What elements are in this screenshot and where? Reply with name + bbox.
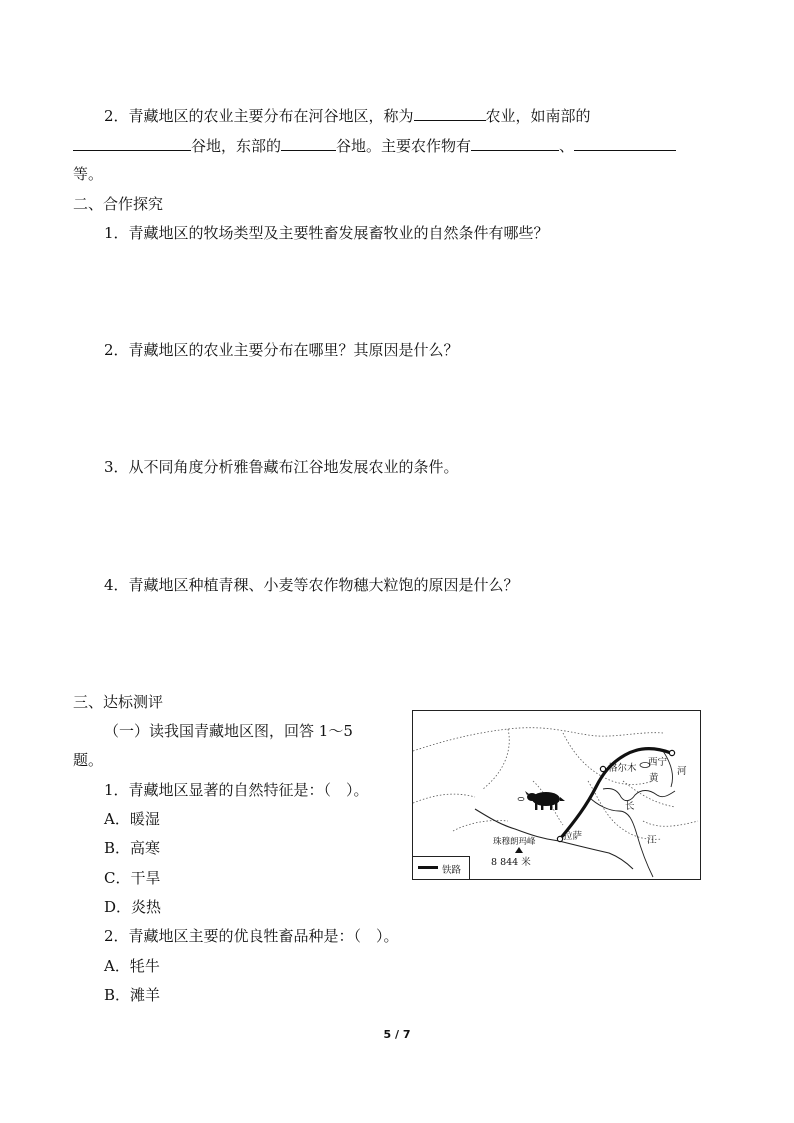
label-everest-height: 8 844 米	[491, 857, 531, 868]
section2-question-1: 1．青藏地区的牧场类型及主要牲畜发展畜牧业的自然条件有哪些？	[104, 224, 549, 242]
section2-question-3: 3．从不同角度分析雅鲁藏布江谷地发展农业的条件。	[104, 458, 459, 476]
section3-question-2: 2．青藏地区主要的优良牲畜品种是：（ ）。	[104, 927, 399, 945]
yak-icon	[525, 791, 565, 810]
q2-fill-line3: 等。	[73, 165, 104, 183]
yangtze-river	[589, 797, 653, 877]
label-lhasa: 拉萨	[563, 831, 583, 842]
map-drawing	[413, 711, 700, 879]
section3-intro-line2: 题。	[73, 751, 104, 769]
q1-option-c: C．干旱	[104, 869, 161, 887]
qinghai-tibet-map	[412, 710, 701, 880]
label-xining: 西宁	[648, 757, 668, 768]
q1-option-b: B．高寒	[104, 839, 161, 857]
section2-question-2: 2．青藏地区的农业主要分布在哪里？其原因是什么？	[104, 341, 459, 359]
answer-blank-1[interactable]	[414, 105, 486, 121]
label-huang: 黄	[649, 773, 659, 784]
map-legend	[413, 856, 470, 879]
q2-option-b: B．滩羊	[104, 986, 161, 1004]
section2-heading: 二、合作探究	[73, 195, 164, 213]
golmud-marker	[600, 766, 605, 771]
lhasa-marker	[557, 836, 562, 841]
section2-question-4: 4．青藏地区种植青稞、小麦等农作物穗大粒饱的原因是什么？	[104, 576, 519, 594]
answer-blank-2[interactable]	[73, 135, 191, 151]
q1-option-a: A．暖湿	[104, 810, 160, 828]
section3-heading: 三、达标测评	[73, 693, 164, 711]
answer-blank-5[interactable]	[574, 135, 676, 151]
xining-marker	[669, 750, 674, 755]
q1-option-d: D．炎热	[104, 898, 162, 916]
q2-fill-line2: 谷地，东部的 谷地。主要农作物有 、	[73, 135, 676, 156]
q2-option-a: A．牦牛	[104, 957, 160, 975]
label-he: 河	[677, 766, 687, 777]
page-number: 5 / 7	[383, 1028, 411, 1041]
section3-question-1: 1．青藏地区显著的自然特征是：（ ）。	[104, 781, 369, 799]
label-golmud: 格尔木	[608, 763, 637, 774]
legend-railway-swatch	[418, 866, 438, 869]
label-everest: 珠穆朗玛峰	[493, 837, 536, 847]
legend-railway-label: 铁路	[442, 865, 462, 876]
q2-fill-line1: 2．青藏地区的农业主要分布在河谷地区，称为 农业，如南部的	[104, 107, 591, 125]
label-jiang: 江	[647, 835, 657, 846]
answer-blank-4[interactable]	[471, 135, 559, 151]
section3-intro-line1: （一）读我国青藏地区图，回答 1～5	[104, 722, 353, 740]
answer-blank-3[interactable]	[281, 135, 336, 151]
label-chang: 长	[625, 801, 635, 812]
